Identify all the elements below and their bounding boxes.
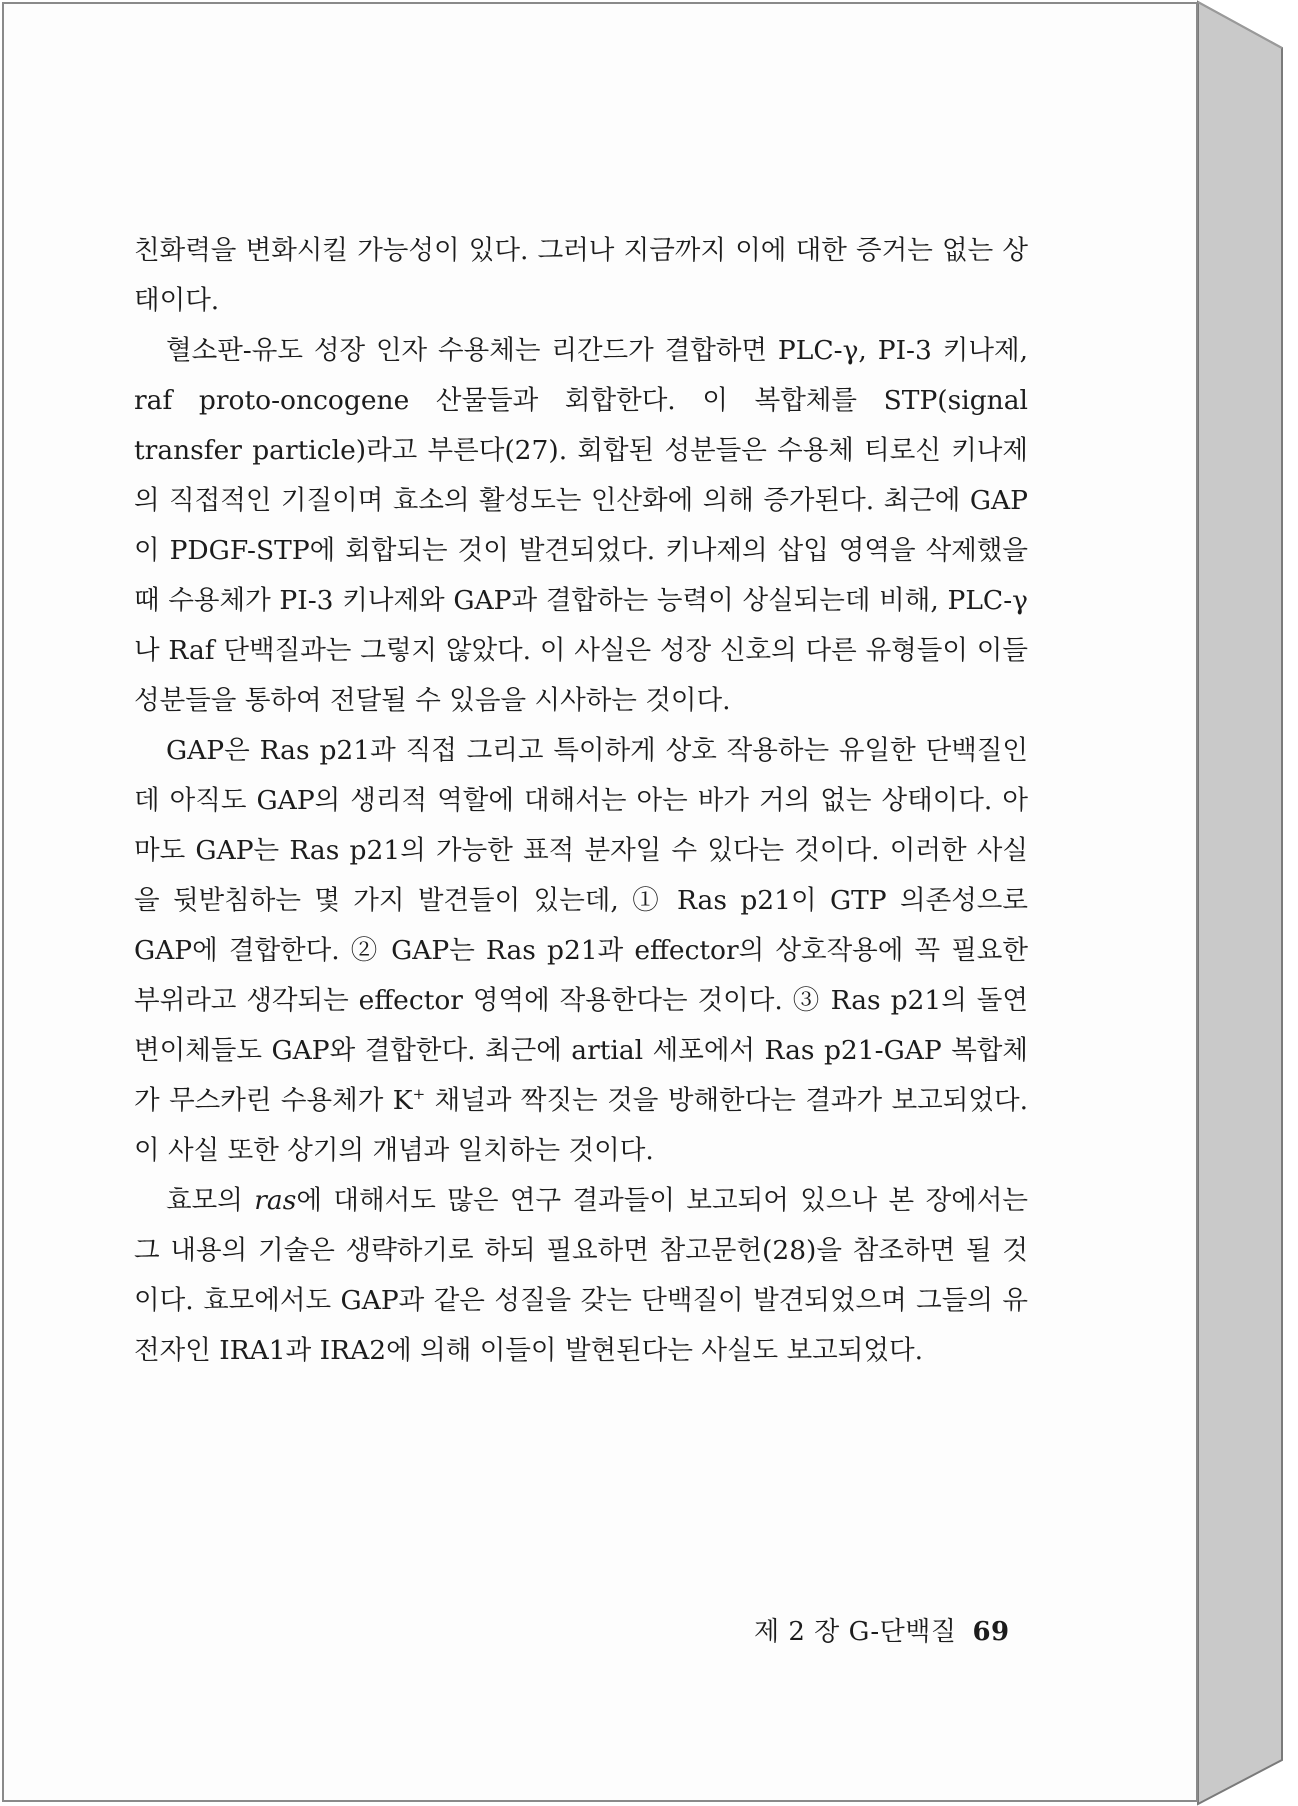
- paragraph: [134, 326, 1028, 726]
- page-footer: [754, 1611, 1010, 1648]
- page-number: 69: [972, 1617, 1010, 1647]
- paragraph: [134, 726, 1028, 1176]
- text-span: 효모의: [166, 1185, 255, 1216]
- text-span: 에 대해서도 많은 연구 결과들이 보고되어 있으나 본 장에서는 그 내용의 기술은 생략하기로 하되 필요하면 참고문헌(28)을 참조하면 될 것이다. 효모에서도 GAP과 같은 성질을 갖는 단백질이 발견되었으며 그들의 유전자인 IRA1과 IRA2에 의해 이들이 발현된다는 사실도 보고되었다.: [134, 1185, 1028, 1366]
- text-span: GAP은 Ras p21과 직접 그리고 특이하게 상호 작용하는 유일한 단백질인데 아직도 GAP의 생리적 역할에 대해서는 아는 바가 거의 없는 상태이다. 아마도 GAP는 Ras p21의 가능한 표적 분자일 수 있다는 것이다. 이러한 사실을 뒷받침하는 몇 가지 발견들이 있는데, ① Ras p21이 GTP 의존성으로 GAP에 결합한다. ② GAP는 Ras p21과 effector의 상호작용에 꼭 필요한 부위라고 생각되는 effector 영역에 작용한다는 것이다. ③ Ras p21의 돌연변이체들도 GAP와 결합한다. 최근에 artial 세포에서 Ras p21-GAP 복합체가 무스카린 수용체가 K: [134, 735, 1028, 1116]
- paragraph: [134, 1176, 1028, 1376]
- italic-text: ras: [254, 1185, 297, 1216]
- text-span: 혈소판-유도 성장 인자 수용체는 리간드가 결합하면 PLC-γ, PI-3 키나제, raf proto-oncogene 산물들과 회합한다. 이 복합체를 STP(signal transfer particle)라고 부른다(27). 회합된 성분들은 수용체 티로신 키나제의 직접적인 기질이며 효소의 활성도는 인산화에 의해 증가된다. 최근에 GAP이 PDGF-STP에 회합되는 것이 발견되었다. 키나제의 삽입 영역을 삭제했을 때 수용체가 PI-3 키나제와 GAP과 결합하는 능력이 상실되는데 비해, PLC-γ나 Raf 단백질과는 그렇지 않았다. 이 사실은 성장 신호의 다른 유형들이 이들 성분들을 통하여 전달될 수 있음을 시사하는 것이다.: [134, 335, 1028, 716]
- body-text: [134, 226, 1028, 1376]
- chapter-title: 제 2 장 G-단백질: [754, 1617, 957, 1647]
- text-span: 친화력을 변화시킬 가능성이 있다. 그러나 지금까지 이에 대한 증거는 없는 상태이다.: [134, 235, 1028, 316]
- superscript: +: [412, 1085, 426, 1104]
- text-span: 채널과 짝짓는 것을 방해한다는 결과가 보고되었다. 이 사실 또한 상기의 개념과 일치하는 것이다.: [134, 1085, 1029, 1166]
- paragraph: [134, 226, 1028, 326]
